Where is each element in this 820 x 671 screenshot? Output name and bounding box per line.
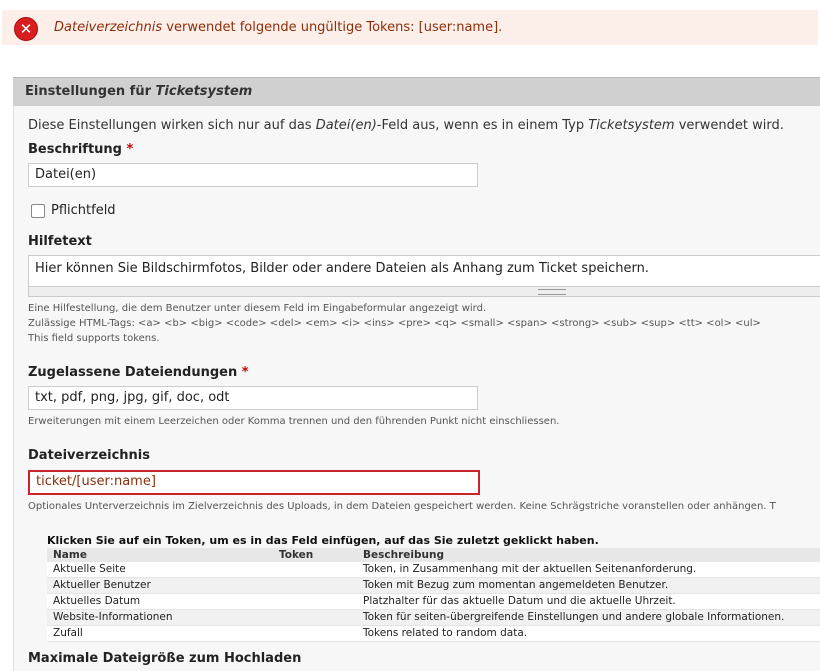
help-text-label: Hilfetext xyxy=(28,234,92,249)
extensions-input[interactable]: txt, pdf, png, jpg, gif, doc, odt xyxy=(28,386,478,410)
token-row-description: Token für seiten-übergreifende Einstellungen und andere globale Informationen. xyxy=(357,610,820,626)
intro-text: Diese Einstellungen wirken sich nur auf das Datei(en)-Feld aus, wenn es in einem Typ Ticketsystem verwendet wird. xyxy=(28,118,784,133)
token-row-name[interactable]: Aktueller Benutzer xyxy=(47,578,273,594)
token-row-description: Tokens related to random data. xyxy=(357,626,820,642)
directory-input[interactable]: ticket/[user:name] xyxy=(28,470,480,495)
token-table xyxy=(47,548,820,642)
token-row[interactable] xyxy=(47,578,820,594)
token-row-description: Platzhalter für das aktuelle Datum und die aktuelle Uhrzeit. xyxy=(357,594,820,610)
token-row-token[interactable] xyxy=(273,578,357,594)
directory-description: Optionales Unterverzeichnis im Zielverzeichnis des Uploads, in dem Dateien gespeichert werden. Keine Schrägstriche voranstellen oder anhängen. T xyxy=(28,501,776,512)
allowed-html-tags: Zulässige HTML-Tags: <a> <b> <big> <code> <del> <em> <i> <ins> <pre> <q> <small> <span> <strong> <sub> <sup> <tt> <ol> <ul> xyxy=(28,318,761,329)
max-upload-size-label: Maximale Dateigröße zum Hochladen xyxy=(28,651,302,666)
token-row[interactable] xyxy=(47,626,820,642)
column-description: Beschreibung xyxy=(357,548,820,562)
token-row-name[interactable]: Aktuelle Seite xyxy=(47,562,273,578)
token-row-name[interactable]: Zufall xyxy=(47,626,273,642)
token-row[interactable] xyxy=(47,610,820,626)
required-checkbox-label: Pflichtfeld xyxy=(51,203,116,218)
token-row-token[interactable] xyxy=(273,562,357,578)
token-row-name[interactable]: Aktuelles Datum xyxy=(47,594,273,610)
token-row[interactable] xyxy=(47,562,820,578)
token-row-description: Token, in Zusammenhang mit der aktuellen Seitenanforderung. xyxy=(357,562,820,578)
column-token: Token xyxy=(273,548,357,562)
token-row-token[interactable] xyxy=(273,594,357,610)
extensions-label: Zugelassene Dateiendungen * xyxy=(28,365,249,380)
label-field-label: Beschriftung * xyxy=(28,142,134,157)
label-input[interactable]: Datei(en) xyxy=(28,163,478,187)
directory-label: Dateiverzeichnis xyxy=(28,448,151,463)
help-text-description: Eine Hilfestellung, die dem Benutzer unter diesem Feld im Eingabeformular angezeigt wird. xyxy=(28,303,487,314)
token-row-token[interactable] xyxy=(273,626,357,642)
settings-panel-header[interactable] xyxy=(13,77,820,106)
token-table-header xyxy=(47,548,820,562)
required-checkbox[interactable] xyxy=(31,204,45,218)
error-icon: ✕ xyxy=(14,17,38,41)
settings-panel-title: Einstellungen für Ticketsystem xyxy=(25,84,253,99)
column-name: Name xyxy=(47,548,273,562)
error-text: Dateiverzeichnis verwendet folgende ungültige Tokens: [user:name]. xyxy=(54,20,503,35)
help-text-textarea[interactable]: Hier können Sie Bildschirmfotos, Bilder oder andere Dateien als Anhang zum Ticket speichern. xyxy=(28,255,820,297)
error-message xyxy=(2,10,818,45)
token-row[interactable] xyxy=(47,594,820,610)
token-browser-title: Klicken Sie auf ein Token, um es in das Feld einfügen, auf das Sie zuletzt geklickt haben. xyxy=(47,534,599,547)
token-row-name[interactable]: Website-Informationen xyxy=(47,610,273,626)
extensions-description: Erweiterungen mit einem Leerzeichen oder Komma trennen und den führenden Punkt nicht einschliessen. xyxy=(28,416,560,427)
tokens-support-note: This field supports tokens. xyxy=(28,333,160,344)
token-row-token[interactable] xyxy=(273,610,357,626)
textarea-resize-handle[interactable] xyxy=(28,286,820,297)
token-row-description: Token mit Bezug zum momentan angemeldeten Benutzer. xyxy=(357,578,820,594)
